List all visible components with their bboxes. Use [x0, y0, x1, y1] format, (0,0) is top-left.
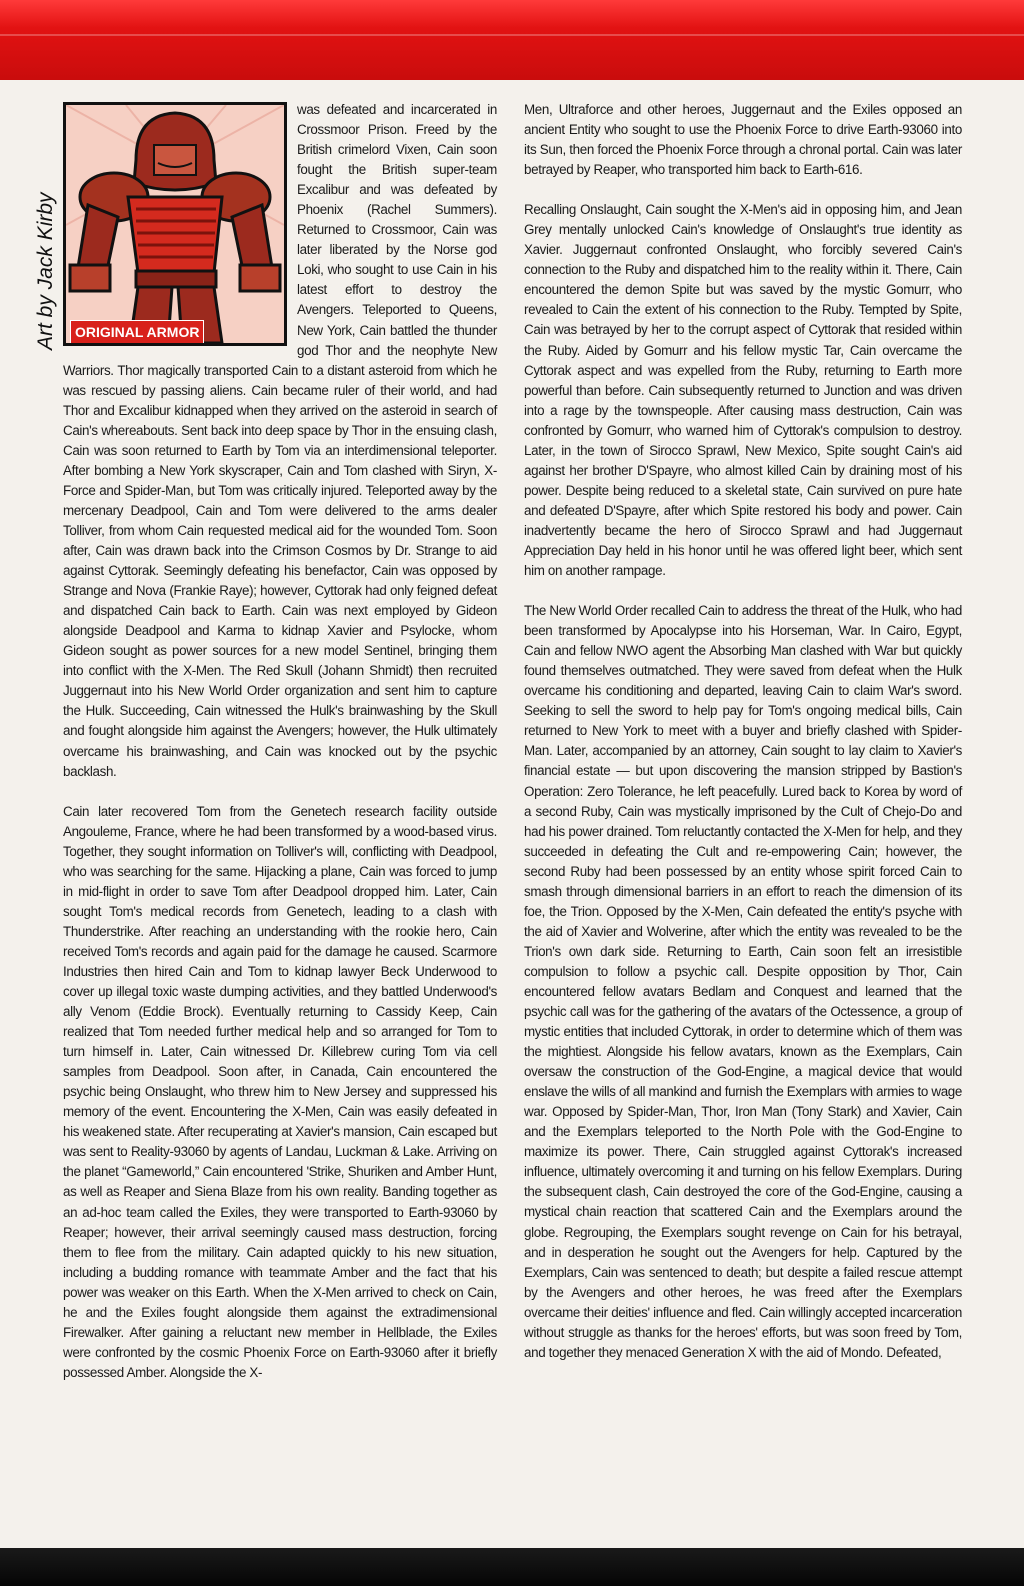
juggernaut-illustration-icon: [63, 102, 287, 346]
art-drawing: [66, 105, 284, 343]
right-paragraph-2: Recalling Onslaught, Cain sought the X-Men's aid in opposing him, and Jean Grey mentally unlocked Cain's knowledge of Onslaught's true identity as Xavier. Juggernaut confronted Onslaught, who forcibly severed Cain's connection to the Ruby and dispatched him to the reality within it. There, Cain encountered the demon Spite but was saved by the mystic Gomurr, who revealed to Cain the extent of his connection to the Ruby. Tempted by Spite, Cain was betrayed by her to the corrupt aspect of Cyttorak that resided within the Ruby. Aided by Gomurr and his fellow mystic Tar, Cain overcame the Cyttorak aspect and was expelled from the Ruby, returning to Earth more powerful than before. Cain subsequently returned to Junction and was driven into a rage by the townspeople. After causing mass destruction, Cain was confronted by Gomurr, who warned him of Cyttorak's compulsion to destroy. Later, in the town of Sirocco Sprawl, New Mexico, Spite sought Cain's aid against her brother D'Spayre, who almost killed Cain by draining most of his power. Despite being reduced to a skeletal state, Cain survived on pure hate and defeated D'Spayre, after which Spite restored his body and power. Cain inadvertently became the hero of Sirocco Sprawl and had Juggernaut Appreciation Day held in his honor until he was offered light beer, which sent him on another rampage.: [524, 202, 962, 579]
right-paragraph-1: Men, Ultraforce and other heroes, Juggernaut and the Exiles opposed an ancient Entity who sought to use the Phoenix Force to drive Earth-93060 into its Sun, then forced the Phoenix Force through a chronal portal. Cain was later betrayed by Reaper, who transported him back to Earth-616.: [524, 102, 962, 178]
header-banner: [0, 0, 1024, 80]
art-credit-text: Art by Jack Kirby: [34, 192, 57, 350]
left-paragraph-2: Cain later recovered Tom from the Genetech research facility outside Angouleme, France, where he had been transformed by a wood-based virus. Together, they sought information on Tolliver's will, conflicting with Deadpool, who was searching for the same. Hijacking a plane, Cain was forced to jump in mid-flight in order to save Tom after Deadpool dropped him. Later, Cain sought Tom's medical records from Genetech, leading to a clash with Thunderstrike. After reaching an understanding with the rookie hero, Cain received Tom's records and again paid for the damage he caused. Scarmore Industries then hired Cain and Tom to kidnap lawyer Beck Underwood to cover up illegal toxic waste dumping activities, and they battled Underwood's ally Venom (Eddie Brock). Eventually returning to Cassidy Keep, Cain realized that Tom needed further medical help and so arranged for Tom to turn himself in. Later, Cain witnessed Dr. Killebrew curing Tom via cell samples from Deadpool. Soon after, in Canada, Cain encountered the psychic being Onslaught, who threw him to New Jersey and suppressed his memory of the event. Encountering the X-Men, Cain was easily defeated in his weakened state. After recuperating at Xavier's mansion, Cain escaped but was sent to Reality-93060 by agents of Landau, Luckman & Lake. Arriving on the planet “Gameworld,” Cain encountered 'Strike, Shuriken and Amber Hunt, as well as Reaper and Siena Blaze from his own reality. Banding together as an ad-hoc team called the Exiles, they were transported to Earth-93060 by Reaper; however, their arrival seemingly caused mass destruction, forcing them to flee from the military. Cain adapted quickly to his new situation, including a budding romance with teammate Amber and the fact that his power was weaker on this Earth. When the X-Men arrived to check on Cain, he and the Exiles fought alongside them against the extradimensional Firewalker. After gaining a reluctant new member in Hellblade, the Exiles were confronted by the cosmic Phoenix Force on Earth-93060 after it briefly possessed Amber. Alongside the X-: [63, 803, 497, 1380]
right-column: [524, 100, 962, 1383]
right-paragraph-3: The New World Order recalled Cain to address the threat of the Hulk, who had been transformed by Apocalypse into his Horseman, War. In Cairo, Egypt, Cain and fellow NWO agent the Absorbing Man clashed with War but quickly found themselves outmatched. They were saved from defeat when the Hulk overcame his conditioning and departed, leaving Cain to claim War's sword. Seeking to sell the sword to help pay for Tom's ongoing medical bills, Cain returned to New York to meet with a buyer and briefly clashed with Spider-Man. Later, accompanied by an attorney, Cain sought to lay claim to Xavier's financial estate — but upon discovering the mansion stripped by Bastion's Operation: Zero Tolerance, he left peacefully. Lured back to Korea by word of a second Ruby, Cain was mystically imprisoned by the Cult of Chejo-Do and had his power drained. Tom reluctantly contacted the X-Men for help, and they succeeded in defeating the Cult and re-empowering Cain; however, the second Ruby had been possessed by an entity whose spirit forced Cain to smash through dimensional barriers in an effort to reach the dimension of its foe, the Trion. Opposed by the X-Men, Cain defeated the entity's psyche with the aid of Xavier and Wolverine, after which the entity was revealed to be the Trion's own dark side. Returning to Earth, Cain soon felt an irresistible compulsion to follow a psychic call. Despite opposition by Thor, Cain encountered fellow avatars Bedlam and Conquest and learned that the psychic call was for the gathering of the avatars of the Octessence, a group of mystic entities that included Cyttorak, in order to determine which of them was the mightiest. Alongside his fellow avatars, known as the Exemplars, Cain oversaw the construction of the God-Engine, a magical device that would enslave the wills of all mankind and furnish the Exemplars with armies to wage war. Opposed by Spider-Man, Thor, Iron Man (Tony Stark) and Xavier, Cain and the Exemplars teleported to the North Pole with the God-Engine to maximize its power. There, Cain struggled against Cyttorak's increased influence, ultimately overcoming it and turning on his fellow Exemplars. During the subsequent clash, Cain destroyed the core of the God-Engine, causing a mystical chain reaction that scattered Cain and the Exemplars around the globe. Regrouping, the Exemplars sought revenge on Cain for his betrayal, and in desperation he sought out the Avengers for help. Captured by the Exemplars, Cain was sentenced to death; but despite a failed rescue attempt by the Avengers and other heroes, he was freed after the Exemplars overcame their deities' influence and fled. Cain willingly accepted incarceration without struggle as thanks for the heroes' efforts, but was soon freed by Tom, and together they menaced Generation X with the aid of Mondo. Defeated,: [524, 603, 962, 1360]
footer-bar: [0, 1548, 1024, 1586]
art-credit: [30, 100, 60, 350]
left-paragraph-1: was defeated and incarcerated in Crossmoor Prison. Freed by the British crimelord Vixen, Cain soon fought the British super-team Excalibur and was defeated by Phoenix (Rachel Summers). Returned to Crossmoor, Cain was later liberated by the Norse god Loki, who sought to use Cain in his latest effort to destroy the Avengers. Teleported to Queens, New York, Cain battled the thunder god Thor and the neophyte New Warriors. Thor magically transported Cain to a distant asteroid from which he was rescued by passing aliens. Cain became ruler of their world, and had Thor and Excalibur kidnapped when they arrived on the asteroid in search of Cain's whereabouts. Sent back into deep space by Thor in the ensuing clash, Cain was soon returned to Earth by Tom via an interdimensional teleporter. After bombing a New York skyscraper, Cain and Tom clashed with Siryn, X-Force and Spider-Man, but Tom was critically injured. Teleported away by the mercenary Deadpool, Cain and Tom were delivered to the arms dealer Tolliver, from whom Cain requested medical aid for the wounded Tom. Soon after, Cain was drawn back into the Crimson Cosmos by Dr. Strange to aid against Cyttorak. Seemingly defeating his benefactor, Cain was opposed by Strange and Nova (Frankie Raye); however, Cyttorak had only feigned defeat and dispatched Cain back to Earth. Cain was next employed by Gideon alongside Deadpool and Karma to kidnap Xavier and Psylocke, whom Gideon sought as power sources for a new model Sentinel, bringing them into conflict with the X-Men. The Red Skull (Johann Shmidt) then recruited Juggernaut into his New World Order organization and sent him to capture the Hulk. Succeeding, Cain witnessed the Hulk's brainwashing by the Skull and fought alongside him against the Avengers; however, the Hulk ultimately overcame his brainwashing, and Cain was knocked out by the psychic backlash.: [63, 102, 497, 779]
left-column: [63, 100, 497, 1403]
art-caption-label: ORIGINAL ARMOR: [70, 320, 204, 344]
